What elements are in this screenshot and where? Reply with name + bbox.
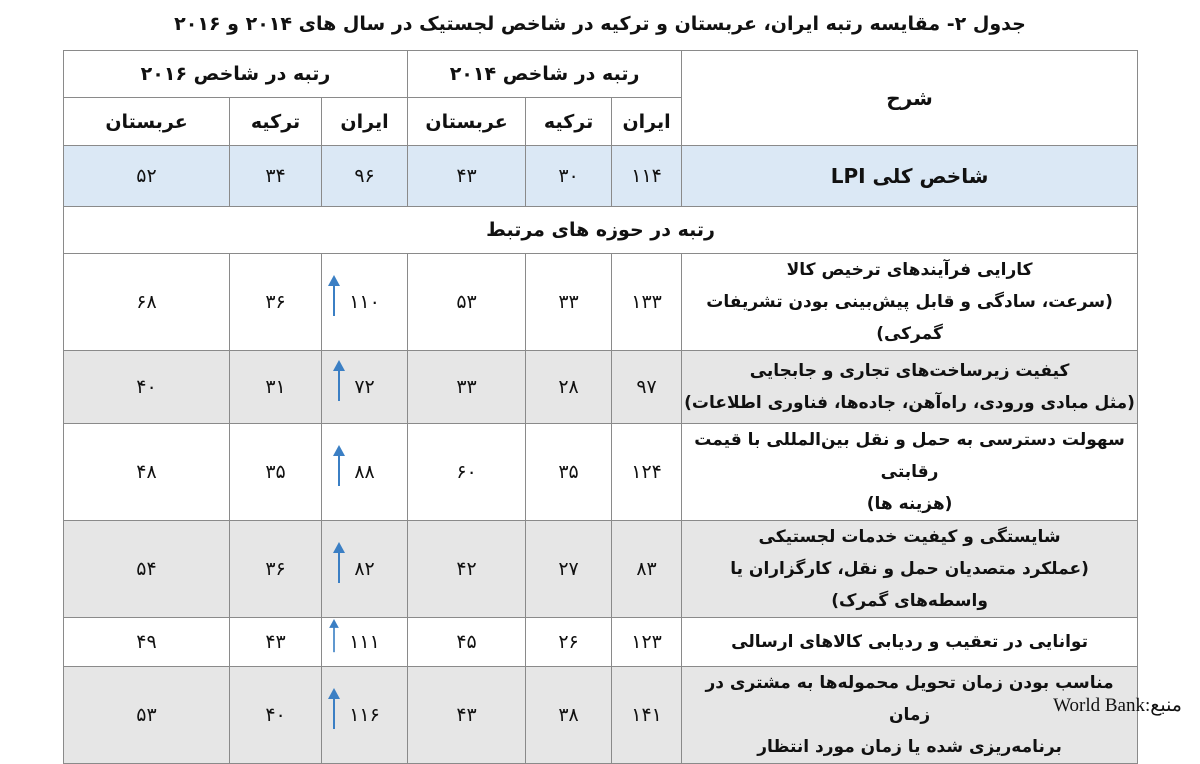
iran-2016-value: ۱۱۱ (349, 631, 380, 653)
row-description (682, 618, 1138, 667)
turkey-2016-cell: ۳۶ (230, 254, 322, 351)
lpi-saudi-2014: ۴۳ (408, 146, 526, 207)
country-header-iran-2016: ایران (322, 98, 408, 146)
row-description (682, 351, 1138, 424)
iran-2016-cell (322, 667, 408, 764)
country-header-saudi-2014: عربستان (408, 98, 526, 146)
saudi-2016-cell: ۵۳ (64, 667, 230, 764)
header-row-groups (64, 51, 1138, 98)
iran-2014-cell: ۱۲۴ (612, 424, 682, 521)
turkey-2016-cell: ۳۶ (230, 521, 322, 618)
row-description-line1: کارایی فرآیندهای ترخیص کالا (786, 260, 1033, 280)
table-row (64, 254, 1138, 351)
table-row (64, 351, 1138, 424)
iran-2016-cell (322, 351, 408, 424)
row-description-line1: مناسب بودن زمان تحویل محموله‌ها به مشتری در زمان (705, 673, 1114, 725)
row-description-line2: (مثل مبادی ورودی، راه‌آهن، جاده‌ها، فناوری اطلاعات) (684, 393, 1135, 413)
iran-2016-value: ۱۱۰ (349, 291, 380, 313)
saudi-2014-cell: ۴۵ (408, 618, 526, 667)
row-description-line2: (سرعت، سادگی و قابل پیش‌بینی بودن تشریفات گمرکی) (706, 292, 1113, 344)
saudi-2016-cell: ۴۰ (64, 351, 230, 424)
saudi-2016-cell: ۴۹ (64, 618, 230, 667)
lpi-saudi-2016: ۵۲ (64, 146, 230, 207)
iran-2014-cell: ۹۷ (612, 351, 682, 424)
country-header-saudi-2016: عربستان (64, 98, 230, 146)
iran-2016-value: ۸۲ (354, 558, 375, 580)
turkey-2014-cell: ۳۳ (526, 254, 612, 351)
row-description-line2: (عملکرد متصدیان حمل و نقل، کارگزاران یا واسطه‌های گمرک) (730, 559, 1089, 611)
table-row (64, 618, 1138, 667)
table-caption: جدول ۲- مقایسه رتبه ایران، عربستان و ترکیه در شاخص لجستیک در سال های ۲۰۱۴ و ۲۰۱۶ (174, 13, 1026, 35)
iran-2016-value: ۸۸ (354, 461, 375, 483)
up-arrow-icon (327, 619, 341, 653)
source-note (1053, 694, 1182, 717)
saudi-2014-cell: ۳۳ (408, 351, 526, 424)
row-description-line1: توانایی در تعقیب و ردیابی کالاهای ارسالی (731, 632, 1088, 652)
saudi-2014-cell: ۴۳ (408, 667, 526, 764)
lpi-label: شاخص کلی LPI (682, 146, 1138, 207)
up-arrow-icon (332, 445, 346, 487)
saudi-2016-cell: ۵۴ (64, 521, 230, 618)
row-description-line1: سهولت دسترسی به حمل و نقل بین‌المللی با قیمت رقابتی (694, 430, 1125, 482)
section-row (64, 207, 1138, 254)
up-arrow-icon (332, 542, 346, 584)
table-row (64, 521, 1138, 618)
row-description-line2: برنامه‌ریزی شده یا زمان مورد انتظار (757, 737, 1062, 757)
row-description (682, 521, 1138, 618)
turkey-2014-cell: ۲۶ (526, 618, 612, 667)
lpi-turkey-2014: ۳۰ (526, 146, 612, 207)
up-arrow-icon (327, 275, 341, 317)
table-row (64, 667, 1138, 764)
iran-2016-value: ۱۱۶ (349, 704, 380, 726)
up-arrow-icon (332, 360, 346, 402)
source-value: World Bank (1053, 695, 1145, 716)
country-header-turkey-2014: ترکیه (526, 98, 612, 146)
turkey-2016-cell: ۴۰ (230, 667, 322, 764)
group-header-2016: رتبه در شاخص ۲۰۱۶ (64, 51, 408, 98)
row-description (682, 424, 1138, 521)
turkey-2016-cell: ۳۱ (230, 351, 322, 424)
saudi-2016-cell: ۴۸ (64, 424, 230, 521)
source-label: منبع: (1144, 695, 1182, 716)
country-header-turkey-2016: ترکیه (230, 98, 322, 146)
row-description-line1: شایستگی و کیفیت خدمات لجستیکی (758, 527, 1061, 547)
lpi-turkey-2016: ۳۴ (230, 146, 322, 207)
turkey-2016-cell: ۳۵ (230, 424, 322, 521)
iran-2014-cell: ۱۴۱ (612, 667, 682, 764)
saudi-2014-cell: ۴۲ (408, 521, 526, 618)
turkey-2014-cell: ۲۸ (526, 351, 612, 424)
lpi-iran-2016: ۹۶ (322, 146, 408, 207)
row-description-line1: کیفیت زیرساخت‌های تجاری و جابجایی (749, 361, 1070, 381)
lpi-iran-2014: ۱۱۴ (612, 146, 682, 207)
iran-2016-cell (322, 424, 408, 521)
iran-2016-value: ۷۲ (354, 376, 375, 398)
iran-2016-cell (322, 254, 408, 351)
section-title: رتبه در حوزه های مرتبط (64, 207, 1138, 254)
iran-2014-cell: ۱۳۳ (612, 254, 682, 351)
saudi-2014-cell: ۵۳ (408, 254, 526, 351)
up-arrow-icon (327, 688, 341, 730)
row-description-line2: (هزینه ها) (866, 494, 953, 514)
lpi-row (64, 146, 1138, 207)
saudi-2016-cell: ۶۸ (64, 254, 230, 351)
logistics-rank-table (63, 50, 1138, 764)
group-header-2014: رتبه در شاخص ۲۰۱۴ (408, 51, 682, 98)
turkey-2014-cell: ۲۷ (526, 521, 612, 618)
row-description (682, 254, 1138, 351)
iran-2014-cell: ۸۳ (612, 521, 682, 618)
turkey-2014-cell: ۳۵ (526, 424, 612, 521)
description-column-header: شرح (682, 51, 1138, 146)
iran-2016-cell (322, 618, 408, 667)
turkey-2016-cell: ۴۳ (230, 618, 322, 667)
table-row (64, 424, 1138, 521)
saudi-2014-cell: ۶۰ (408, 424, 526, 521)
iran-2016-cell (322, 521, 408, 618)
turkey-2014-cell: ۳۸ (526, 667, 612, 764)
country-header-iran-2014: ایران (612, 98, 682, 146)
iran-2014-cell: ۱۲۳ (612, 618, 682, 667)
